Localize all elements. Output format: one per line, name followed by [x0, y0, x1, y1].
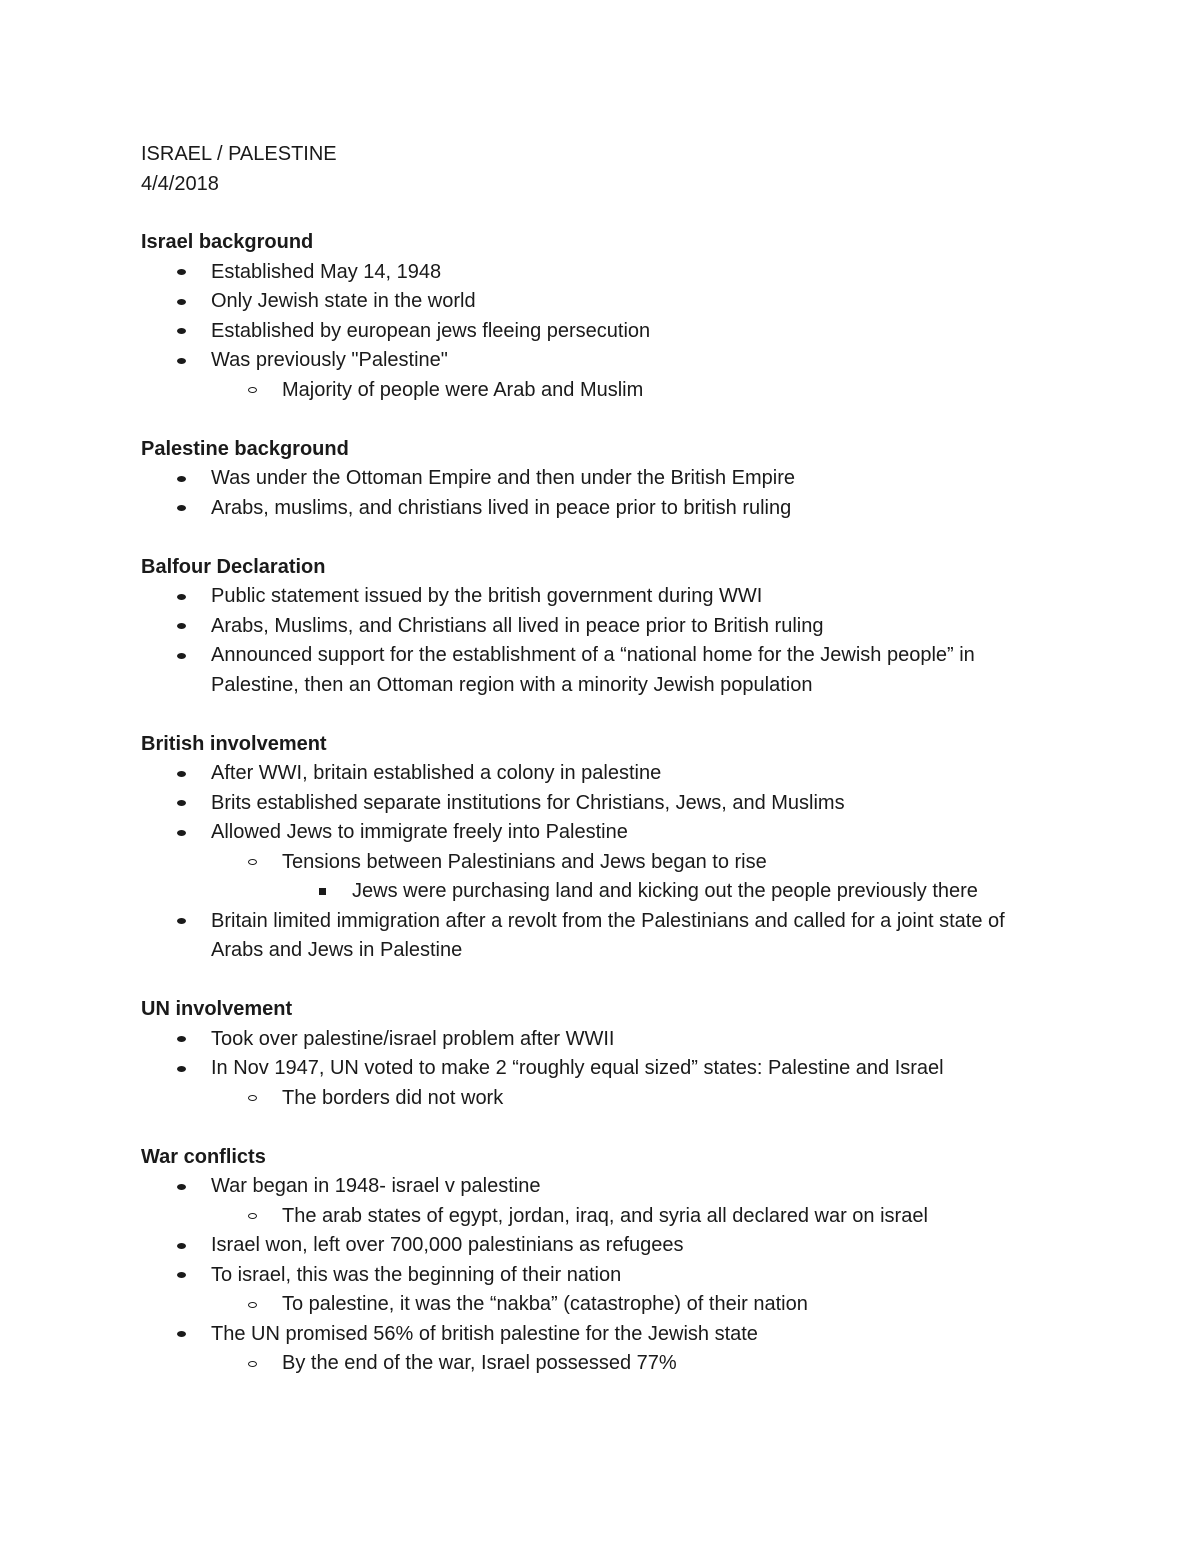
section-heading: Balfour Declaration [141, 555, 326, 578]
list-item-row [141, 1054, 1061, 1084]
section [141, 553, 1061, 701]
list-item-text: Public statement issued by the british government during WWI [211, 585, 763, 607]
list-item-text: War began in 1948- israel v palestine [211, 1175, 541, 1197]
list-item [141, 907, 1061, 966]
list-item [141, 1349, 1061, 1379]
list-item-row [141, 1349, 1061, 1379]
list-item-text: Arabs, Muslims, and Christians all lived in peace prior to British ruling [211, 614, 824, 637]
bullet-list [141, 1025, 1061, 1114]
list-level-1 [141, 1320, 1061, 1350]
list-item-text: Established by european jews fleeing persecution [211, 319, 651, 342]
list-item-row [141, 612, 1061, 642]
list-item [141, 818, 1061, 848]
notes-sections [141, 228, 1061, 1408]
list-level-1 [141, 818, 1061, 848]
disc-bullet-icon [174, 818, 188, 848]
list-item-row [141, 1084, 1061, 1114]
list-level-1 [141, 1261, 1061, 1291]
list-level-1 [141, 1172, 1061, 1202]
disc-bullet-icon [174, 1231, 188, 1261]
disc-bullet-icon [174, 641, 188, 671]
disc-bullet-icon [174, 494, 188, 524]
list-item [141, 789, 1061, 819]
list-item-row [141, 1025, 1061, 1055]
list-item [141, 464, 1061, 494]
circle-bullet-icon [245, 1084, 259, 1114]
bullet-list [141, 759, 1061, 966]
list-item [141, 641, 1061, 700]
list-item-text: By the end of the war, Israel possessed 77% [282, 1352, 677, 1374]
document-title: ISRAEL / PALESTINE [141, 143, 337, 165]
list-item-row [141, 317, 1061, 347]
list-level-1 [141, 612, 1061, 642]
document-header [141, 140, 337, 199]
list-level-1 [141, 1025, 1061, 1055]
list-level-2 [141, 376, 1061, 406]
list-level-1 [141, 907, 1061, 966]
list-item-row [141, 287, 1061, 317]
section [141, 435, 1061, 524]
circle-bullet-icon [245, 1349, 259, 1379]
list-item-row [141, 1290, 1061, 1320]
section [141, 730, 1061, 966]
list-level-2 [141, 1202, 1061, 1232]
disc-bullet-icon [174, 258, 188, 288]
disc-bullet-icon [174, 1054, 188, 1084]
disc-bullet-icon [174, 1172, 188, 1202]
section-heading: British involvement [141, 732, 327, 755]
list-item-text: Only Jewish state in the world [211, 290, 476, 312]
bullet-list [141, 582, 1061, 700]
list-item [141, 317, 1061, 347]
list-item-text: Took over palestine/israel problem after WWII [211, 1027, 615, 1050]
list-level-1 [141, 287, 1061, 317]
list-item-text: Britain limited immigration after a revolt from the Palestinians and called for a joint state of Arabs and Jews in Palestine [211, 909, 1005, 961]
disc-bullet-icon [174, 1320, 188, 1350]
list-item [141, 1320, 1061, 1350]
circle-bullet-icon [245, 1202, 259, 1232]
list-item-text: Was previously "Palestine" [211, 349, 448, 371]
list-item [141, 612, 1061, 642]
disc-bullet-icon [174, 346, 188, 376]
list-level-1 [141, 464, 1061, 494]
circle-bullet-icon [245, 1290, 259, 1320]
section-heading: Palestine background [141, 437, 349, 460]
list-item [141, 1172, 1061, 1202]
disc-bullet-icon [174, 464, 188, 494]
circle-bullet-icon [245, 376, 259, 406]
list-item [141, 346, 1061, 376]
list-level-2 [141, 848, 1061, 878]
list-item-text: To palestine, it was the “nakba” (catastrophe) of their nation [282, 1293, 808, 1315]
list-item-row [141, 1172, 1061, 1202]
list-item-row [141, 1231, 1061, 1261]
list-item [141, 1231, 1061, 1261]
list-item [141, 287, 1061, 317]
list-item-text: Arabs, muslims, and christians lived in peace prior to british ruling [211, 496, 792, 519]
list-item [141, 376, 1061, 406]
list-item-row [141, 258, 1061, 288]
section [141, 1143, 1061, 1379]
section [141, 228, 1061, 405]
list-item-row [141, 848, 1061, 878]
list-item-text: After WWI, britain established a colony in palestine [211, 762, 662, 784]
list-item [141, 848, 1061, 878]
list-level-2 [141, 1349, 1061, 1379]
list-level-1 [141, 258, 1061, 288]
list-item-row [141, 1202, 1061, 1232]
section [141, 995, 1061, 1113]
list-item-row [141, 759, 1061, 789]
list-item-text: Announced support for the establishment of a “national home for the Jewish people” in Palestine, then an Ottoman region with a minority Jewish population [211, 644, 975, 696]
bullet-list [141, 464, 1061, 523]
bullet-list [141, 258, 1061, 406]
section-heading: UN involvement [141, 998, 293, 1020]
list-item-text: Israel won, left over 700,000 palestinians as refugees [211, 1234, 684, 1256]
disc-bullet-icon [174, 287, 188, 317]
list-level-1 [141, 317, 1061, 347]
disc-bullet-icon [174, 317, 188, 347]
list-level-1 [141, 494, 1061, 524]
disc-bullet-icon [174, 1025, 188, 1055]
list-item-row [141, 789, 1061, 819]
disc-bullet-icon [174, 789, 188, 819]
list-item [141, 1054, 1061, 1084]
list-item-row [141, 464, 1061, 494]
list-item [141, 582, 1061, 612]
list-item [141, 1025, 1061, 1055]
list-item-text: Was under the Ottoman Empire and then under the British Empire [211, 467, 795, 489]
list-level-1 [141, 1231, 1061, 1261]
document-date: 4/4/2018 [141, 172, 219, 195]
list-item-text: The UN promised 56% of british palestine for the Jewish state [211, 1322, 758, 1345]
list-item [141, 258, 1061, 288]
list-item-row [141, 907, 1061, 966]
list-level-1 [141, 346, 1061, 376]
list-item [141, 759, 1061, 789]
list-item-text: Brits established separate institutions for Christians, Jews, and Muslims [211, 791, 845, 814]
disc-bullet-icon [174, 759, 188, 789]
list-item-row [141, 582, 1061, 612]
list-level-3 [141, 877, 1061, 907]
list-item-row [141, 494, 1061, 524]
list-item-text: Established May 14, 1948 [211, 260, 442, 283]
disc-bullet-icon [174, 612, 188, 642]
disc-bullet-icon [174, 1261, 188, 1291]
list-item-row [141, 641, 1061, 700]
list-item [141, 494, 1061, 524]
list-item-text: Jews were purchasing land and kicking out the people previously there [352, 880, 978, 902]
list-level-1 [141, 582, 1061, 612]
square-bullet-icon [315, 877, 329, 907]
bullet-list [141, 1172, 1061, 1379]
list-item-row [141, 877, 1061, 907]
list-level-1 [141, 1054, 1061, 1084]
circle-bullet-icon [245, 848, 259, 878]
list-item-row [141, 818, 1061, 848]
list-item-row [141, 346, 1061, 376]
list-level-2 [141, 1290, 1061, 1320]
list-level-1 [141, 789, 1061, 819]
list-item-text: The arab states of egypt, jordan, iraq, and syria all declared war on israel [282, 1204, 928, 1227]
list-item-text: The borders did not work [282, 1086, 504, 1109]
list-item-row [141, 376, 1061, 406]
list-item [141, 1261, 1061, 1291]
list-item-row [141, 1320, 1061, 1350]
list-item [141, 1084, 1061, 1114]
list-item-text: To israel, this was the beginning of their nation [211, 1263, 622, 1286]
list-level-1 [141, 641, 1061, 700]
disc-bullet-icon [174, 907, 188, 937]
list-item-row [141, 1261, 1061, 1291]
list-item-text: Tensions between Palestinians and Jews began to rise [282, 850, 767, 873]
list-item-text: In Nov 1947, UN voted to make 2 “roughly equal sized” states: Palestine and Israel [211, 1057, 944, 1079]
list-level-1 [141, 759, 1061, 789]
list-item [141, 1202, 1061, 1232]
list-item [141, 877, 1061, 907]
list-item-text: Allowed Jews to immigrate freely into Palestine [211, 821, 628, 843]
section-heading: Israel background [141, 231, 314, 253]
section-heading: War conflicts [141, 1145, 266, 1168]
list-item-text: Majority of people were Arab and Muslim [282, 378, 644, 401]
list-level-2 [141, 1084, 1061, 1114]
list-item [141, 1290, 1061, 1320]
disc-bullet-icon [174, 582, 188, 612]
